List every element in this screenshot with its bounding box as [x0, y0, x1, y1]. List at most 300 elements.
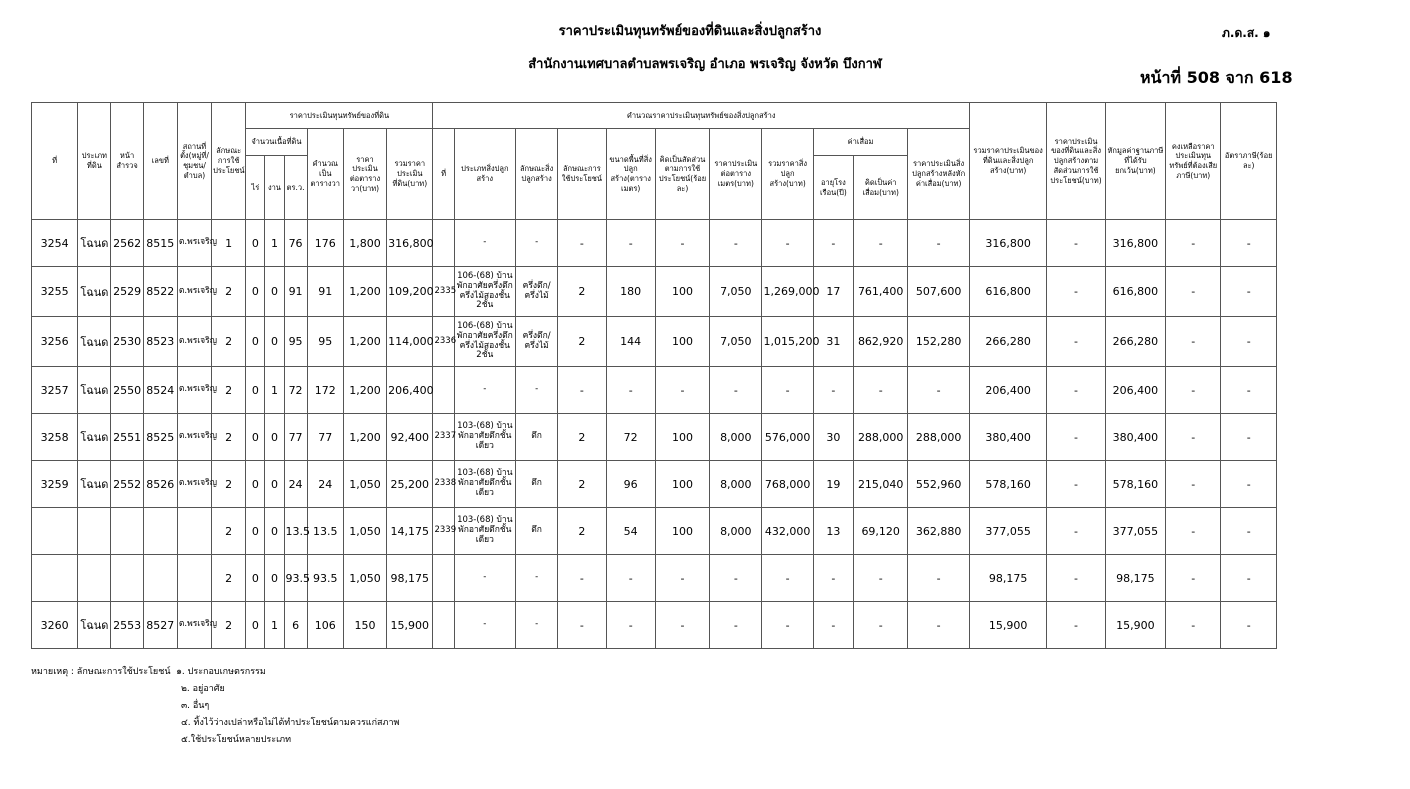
table-cell: 144 [606, 317, 655, 367]
table-cell: 2339 [433, 508, 454, 555]
col-ngan: งาน [265, 156, 284, 220]
table-cell: 316,800 [1105, 220, 1165, 267]
table-cell: 77 [307, 414, 343, 461]
table-cell: 24 [307, 461, 343, 508]
table-cell: 2338 [433, 461, 454, 508]
table-cell: 362,880 [908, 508, 970, 555]
col-doc-type: ประเภทที่ดิน [78, 103, 111, 220]
table-cell: 0 [246, 414, 265, 461]
table-cell: - [908, 367, 970, 414]
table-cell: 2 [212, 555, 246, 602]
table-row [32, 414, 1277, 461]
table-cell: 1,269,000 [762, 267, 813, 317]
table-cell: โฉนด [78, 414, 111, 461]
table-cell: 576,000 [762, 414, 813, 461]
table-cell: - [1221, 508, 1277, 555]
table-cell: - [813, 602, 853, 649]
table-cell: 761,400 [854, 267, 908, 317]
table-cell: - [1166, 317, 1221, 367]
col-grand-total: รวมราคาประเมินของที่ดินและสิ่งปลูกสร้าง(บาท) [969, 103, 1046, 220]
table-cell: 100 [655, 461, 709, 508]
table-cell: - [558, 602, 606, 649]
table-cell: - [454, 220, 515, 267]
table-cell: - [854, 555, 908, 602]
table-cell: 109,200 [387, 267, 433, 317]
table-cell: 377,055 [969, 508, 1046, 555]
table-cell: - [606, 220, 655, 267]
col-land-total: รวมราคาประเมินที่ดิน(บาท) [387, 129, 433, 220]
table-cell: - [558, 555, 606, 602]
col-building-use: ลักษณะการใช้ประโยชน์ [558, 129, 606, 220]
table-cell: 2551 [111, 414, 143, 461]
col-building-price-sqm: ราคาประเมินต่อตารางเมตร(บาท) [710, 129, 762, 220]
table-cell: 2 [212, 414, 246, 461]
table-cell: 578,160 [1105, 461, 1165, 508]
table-cell: - [655, 367, 709, 414]
table-cell: 768,000 [762, 461, 813, 508]
col-building-total: รวมราคาสิ่งปลูกสร้าง(บาท) [762, 129, 813, 220]
table-body [32, 220, 1277, 649]
table-cell: 266,280 [969, 317, 1046, 367]
table-cell [111, 555, 143, 602]
col-use-type: ลักษณะการใช้ประโยชน์ [212, 103, 246, 220]
table-cell: - [655, 220, 709, 267]
table-cell [177, 555, 211, 602]
table-cell: - [1047, 220, 1105, 267]
table-cell: 72 [284, 367, 307, 414]
note-item: ๓. อื่นๆ [181, 701, 210, 711]
table-cell: 24 [284, 461, 307, 508]
table-cell: 3257 [32, 367, 78, 414]
table-cell: โฉนด [78, 461, 111, 508]
table-cell: 72 [606, 414, 655, 461]
table-cell: ครึ่งตึก/ครึ่งไม้ [515, 317, 557, 367]
table-cell: ต.พรเจริญ [177, 220, 211, 267]
table-row [32, 508, 1277, 555]
table-cell: 98,175 [969, 555, 1046, 602]
table-cell: 0 [265, 317, 284, 367]
col-building-character: ลักษณะสิ่งปลูกสร้าง [515, 129, 557, 220]
table-cell: - [1166, 367, 1221, 414]
table-cell: 100 [655, 414, 709, 461]
table-cell: 2530 [111, 317, 143, 367]
table-cell: 0 [246, 508, 265, 555]
table-cell: 206,400 [969, 367, 1046, 414]
table-cell: 91 [307, 267, 343, 317]
table-cell: 0 [246, 317, 265, 367]
table-cell: - [515, 220, 557, 267]
table-cell: 14,175 [387, 508, 433, 555]
table-cell: 0 [246, 555, 265, 602]
table-cell: - [1166, 414, 1221, 461]
notes-label: หมายเหตุ : ลักษณะการใช้ประโยชน์ ๑. ประกอบเกษตรกรรม [31, 667, 266, 677]
document-subtitle: สำนักงานเทศบาลตำบลพรเจริญ อำเภอ พรเจริญ จังหวัด บึงกาฬ [528, 57, 882, 72]
table-cell: 8526 [143, 461, 177, 508]
table-cell: - [854, 367, 908, 414]
table-cell [78, 508, 111, 555]
table-cell: 1,200 [343, 414, 386, 461]
table-cell: 206,400 [1105, 367, 1165, 414]
table-cell: 100 [655, 508, 709, 555]
table-cell: - [558, 367, 606, 414]
table-cell: - [813, 367, 853, 414]
table-cell: - [1047, 602, 1105, 649]
table-cell [433, 555, 454, 602]
table-cell: 215,040 [854, 461, 908, 508]
table-cell: ตึก [515, 508, 557, 555]
table-cell: 288,000 [908, 414, 970, 461]
table-cell: - [1221, 602, 1277, 649]
col-doc-no: เลขที่ [143, 103, 177, 220]
table-cell: 100 [655, 317, 709, 367]
table-cell: 31 [813, 317, 853, 367]
table-cell: 0 [246, 367, 265, 414]
table-cell: 2552 [111, 461, 143, 508]
table-cell: - [710, 555, 762, 602]
table-cell: - [908, 555, 970, 602]
table-cell: 380,400 [1105, 414, 1165, 461]
page-indicator: หน้าที่ 508 จาก 618 [1140, 68, 1293, 87]
table-cell: - [908, 602, 970, 649]
table-cell [177, 508, 211, 555]
table-cell: 3260 [32, 602, 78, 649]
table-cell: - [454, 555, 515, 602]
col-rai: ไร่ [246, 156, 265, 220]
table-cell: 2 [558, 414, 606, 461]
table-cell: - [454, 367, 515, 414]
table-cell: - [1221, 461, 1277, 508]
table-cell: 266,280 [1105, 317, 1165, 367]
table-cell: - [1166, 220, 1221, 267]
table-cell: 8523 [143, 317, 177, 367]
table-row [32, 602, 1277, 649]
table-cell: 0 [265, 461, 284, 508]
table-cell: 17 [813, 267, 853, 317]
table-cell: 13 [813, 508, 853, 555]
table-cell: 616,800 [969, 267, 1046, 317]
table-row [32, 367, 1277, 414]
table-cell: - [1166, 602, 1221, 649]
table-row [32, 461, 1277, 508]
table-cell: 578,160 [969, 461, 1046, 508]
table-cell: โฉนด [78, 220, 111, 267]
table-cell: 552,960 [908, 461, 970, 508]
table-cell [32, 508, 78, 555]
table-cell: - [606, 367, 655, 414]
table-cell: 1,050 [343, 555, 386, 602]
table-cell: 95 [284, 317, 307, 367]
col-deduct: หักมูลค่าฐานภาษีที่ได้รับยกเว้น(บาท) [1105, 103, 1165, 220]
col-sqwa-total: คำนวณเป็นตารางวา [307, 129, 343, 220]
table-cell: 8525 [143, 414, 177, 461]
note-item: ๑. ประกอบเกษตรกรรม [176, 667, 266, 677]
col-depreciation-amount: คิดเป็นค่าเสื่อม(บาท) [854, 156, 908, 220]
table-cell: 6 [284, 602, 307, 649]
table-cell: 93.5 [307, 555, 343, 602]
table-cell: 1,800 [343, 220, 386, 267]
table-cell: 100 [655, 267, 709, 317]
form-code: ภ.ด.ส. ๑ [1222, 26, 1271, 40]
table-cell: 0 [246, 602, 265, 649]
table-cell: 0 [246, 461, 265, 508]
table-row [32, 220, 1277, 267]
table-cell: 1,050 [343, 508, 386, 555]
table-cell: - [1221, 267, 1277, 317]
table-cell: - [762, 555, 813, 602]
col-building-area: ขนาดพื้นที่สิ่งปลูกสร้าง(ตารางเมตร) [606, 129, 655, 220]
table-cell: 3254 [32, 220, 78, 267]
table-cell: - [1221, 220, 1277, 267]
table-cell: - [1221, 317, 1277, 367]
group-land-area: จำนวนเนื้อที่ดิน [246, 129, 307, 156]
table-cell: - [1047, 461, 1105, 508]
table-cell: 3258 [32, 414, 78, 461]
table-cell: 2 [212, 602, 246, 649]
table-cell: 25,200 [387, 461, 433, 508]
table-cell: - [710, 367, 762, 414]
table-cell: 2336 [433, 317, 454, 367]
table-cell: 8,000 [710, 414, 762, 461]
table-cell: - [1047, 367, 1105, 414]
table-cell: 377,055 [1105, 508, 1165, 555]
table-cell: 1,200 [343, 367, 386, 414]
table-cell: 3256 [32, 317, 78, 367]
table-cell: - [813, 555, 853, 602]
table-cell: ต.พรเจริญ [177, 602, 211, 649]
table-cell: 0 [265, 555, 284, 602]
table-cell: - [854, 220, 908, 267]
table-cell: 2562 [111, 220, 143, 267]
table-cell: 2 [558, 461, 606, 508]
table-cell: 106-(68) บ้านพักอาศัยครึ่งตึกครึ่งไม้สองชั้น 2ชั้น [454, 317, 515, 367]
col-building-age: อายุโรงเรือน(ปี) [813, 156, 853, 220]
col-no: ที่ [32, 103, 78, 220]
table-cell: 1 [212, 220, 246, 267]
table-cell: 1,015,200 [762, 317, 813, 367]
table-cell: 15,900 [969, 602, 1046, 649]
col-exempt-part: ราคาประเมินของที่ดินและสิ่งปลูกสร้างตามสัดส่วนการใช้ประโยชน์(บาท) [1047, 103, 1105, 220]
table-cell: 316,800 [969, 220, 1046, 267]
table-row [32, 555, 1277, 602]
table-cell: 69,120 [854, 508, 908, 555]
table-cell: 93.5 [284, 555, 307, 602]
table-cell: 2529 [111, 267, 143, 317]
table-cell: ครึ่งตึก/ครึ่งไม้ [515, 267, 557, 317]
table-cell: - [908, 220, 970, 267]
table-cell: 2553 [111, 602, 143, 649]
table-cell: ต.พรเจริญ [177, 367, 211, 414]
table-cell: 206,400 [387, 367, 433, 414]
table-cell: 30 [813, 414, 853, 461]
table-cell: - [515, 602, 557, 649]
table-cell: โฉนด [78, 267, 111, 317]
table-cell: 92,400 [387, 414, 433, 461]
table-cell: 2550 [111, 367, 143, 414]
col-building-type: ประเภทสิ่งปลูกสร้าง [454, 129, 515, 220]
table-cell: 172 [307, 367, 343, 414]
table-cell: 1,200 [343, 267, 386, 317]
col-location: สถานที่ตั้ง(หมู่ที่/ชุมชน/ตำบล) [177, 103, 211, 220]
table-cell: 91 [284, 267, 307, 317]
table-cell: ต.พรเจริญ [177, 414, 211, 461]
table-cell: 77 [284, 414, 307, 461]
table-cell: 152,280 [908, 317, 970, 367]
table-cell: - [454, 602, 515, 649]
table-cell: - [1047, 508, 1105, 555]
col-building-percent: คิดเป็นสัดส่วนตามการใช้ประโยชน์(ร้อยละ) [655, 129, 709, 220]
table-cell: - [1221, 555, 1277, 602]
table-cell: 98,175 [387, 555, 433, 602]
table-cell: 1 [265, 602, 284, 649]
table-cell: - [558, 220, 606, 267]
table-cell: - [854, 602, 908, 649]
table-cell: ตึก [515, 461, 557, 508]
notes [31, 664, 399, 749]
table-cell: 103-(68) บ้านพักอาศัยตึกชั้นเดียว [454, 414, 515, 461]
table-cell: 0 [246, 267, 265, 317]
table-cell: 2 [558, 508, 606, 555]
table-cell: 8527 [143, 602, 177, 649]
table-cell: โฉนด [78, 317, 111, 367]
table-cell: 2 [558, 267, 606, 317]
table-cell: 862,920 [854, 317, 908, 367]
table-cell: 0 [265, 267, 284, 317]
table-cell: - [515, 555, 557, 602]
table-cell: - [762, 367, 813, 414]
table-cell: 507,600 [908, 267, 970, 317]
table-cell: โฉนด [78, 367, 111, 414]
table-cell: - [655, 555, 709, 602]
table-cell: 13.5 [307, 508, 343, 555]
table-cell: 106-(68) บ้านพักอาศัยครึ่งตึกครึ่งไม้สองชั้น 2ชั้น [454, 267, 515, 317]
table-cell: 15,900 [387, 602, 433, 649]
table-cell: 8522 [143, 267, 177, 317]
table-cell: - [1166, 555, 1221, 602]
table-cell: 2335 [433, 267, 454, 317]
assessment-table [31, 102, 1277, 649]
table-cell [143, 508, 177, 555]
table-cell: 54 [606, 508, 655, 555]
table-cell [111, 508, 143, 555]
table-cell: - [813, 220, 853, 267]
table-cell: 0 [265, 414, 284, 461]
table-cell [143, 555, 177, 602]
table-cell [433, 602, 454, 649]
note-item: ๒. อยู่อาศัย [181, 684, 225, 694]
table-cell: 0 [265, 508, 284, 555]
table-cell: - [710, 602, 762, 649]
table-cell: 432,000 [762, 508, 813, 555]
table-cell: 2 [212, 317, 246, 367]
table-cell: 0 [246, 220, 265, 267]
table-cell: 380,400 [969, 414, 1046, 461]
table-cell: 316,800 [387, 220, 433, 267]
table-cell: 8524 [143, 367, 177, 414]
table-cell: 7,050 [710, 267, 762, 317]
table-cell: 3255 [32, 267, 78, 317]
table-cell: 1,050 [343, 461, 386, 508]
table-cell: - [1047, 317, 1105, 367]
table-cell: ต.พรเจริญ [177, 461, 211, 508]
table-cell [32, 555, 78, 602]
table-cell: 103-(68) บ้านพักอาศัยตึกชั้นเดียว [454, 508, 515, 555]
table-cell: - [1047, 414, 1105, 461]
table-row [32, 267, 1277, 317]
table-cell: 8515 [143, 220, 177, 267]
table-row [32, 317, 1277, 367]
table-cell: 7,050 [710, 317, 762, 367]
group-building: คำนวณราคาประเมินทุนทรัพย์ของสิ่งปลูกสร้าง [433, 103, 969, 129]
table-cell: - [1047, 555, 1105, 602]
table-cell: - [1166, 461, 1221, 508]
table-cell: ต.พรเจริญ [177, 317, 211, 367]
table-cell: 2 [212, 508, 246, 555]
table-cell [433, 367, 454, 414]
table-cell: 2 [212, 461, 246, 508]
table-cell: 1 [265, 220, 284, 267]
table-cell: - [762, 602, 813, 649]
table-cell: - [606, 555, 655, 602]
table-cell: 1,200 [343, 317, 386, 367]
col-remain: คงเหลือราคาประเมินทุนทรัพย์ที่ต้องเสียภาษี(บาท) [1166, 103, 1221, 220]
table-cell: 3259 [32, 461, 78, 508]
table-cell: 1 [265, 367, 284, 414]
group-land: ราคาประเมินทุนทรัพย์ของที่ดิน [246, 103, 433, 129]
note-item: ๔. ทิ้งไว้ว่างเปล่าหรือไม่ได้ทำประโยชน์ตามควรแก่สภาพ [181, 718, 400, 728]
table-cell: ตึก [515, 414, 557, 461]
table-cell: 2337 [433, 414, 454, 461]
col-building-no: ที่ [433, 129, 454, 220]
table-cell: - [1221, 367, 1277, 414]
table-cell: - [710, 220, 762, 267]
table-cell: 150 [343, 602, 386, 649]
table-cell: 2 [558, 317, 606, 367]
table-cell: 98,175 [1105, 555, 1165, 602]
table-cell: - [1166, 508, 1221, 555]
table-cell: ต.พรเจริญ [177, 267, 211, 317]
col-price-per-wa: ราคาประเมินต่อตารางวา(บาท) [343, 129, 386, 220]
table-cell: 103-(68) บ้านพักอาศัยตึกชั้นเดียว [454, 461, 515, 508]
table-cell [78, 555, 111, 602]
table-cell [433, 220, 454, 267]
col-sq-wa: ตร.ว. [284, 156, 307, 220]
table-cell: 2 [212, 367, 246, 414]
table-cell: 95 [307, 317, 343, 367]
table-cell: 176 [307, 220, 343, 267]
table-cell: 96 [606, 461, 655, 508]
table-cell: 616,800 [1105, 267, 1165, 317]
table-cell: 13.5 [284, 508, 307, 555]
table-cell: 19 [813, 461, 853, 508]
table-cell: โฉนด [78, 602, 111, 649]
table-cell: 8,000 [710, 461, 762, 508]
table-cell: - [606, 602, 655, 649]
table-cell: - [1221, 414, 1277, 461]
table-cell: 288,000 [854, 414, 908, 461]
table-cell: 114,000 [387, 317, 433, 367]
table-cell: 2 [212, 267, 246, 317]
table-cell: 8,000 [710, 508, 762, 555]
table-cell: 76 [284, 220, 307, 267]
table-cell: - [515, 367, 557, 414]
table-cell: 180 [606, 267, 655, 317]
table-cell: - [655, 602, 709, 649]
table-cell: 15,900 [1105, 602, 1165, 649]
table-cell: - [1047, 267, 1105, 317]
table-cell: - [1166, 267, 1221, 317]
note-item: ๕.ใช้ประโยชน์หลายประเภท [181, 735, 292, 745]
group-depreciation: ค่าเสื่อม [813, 129, 908, 156]
